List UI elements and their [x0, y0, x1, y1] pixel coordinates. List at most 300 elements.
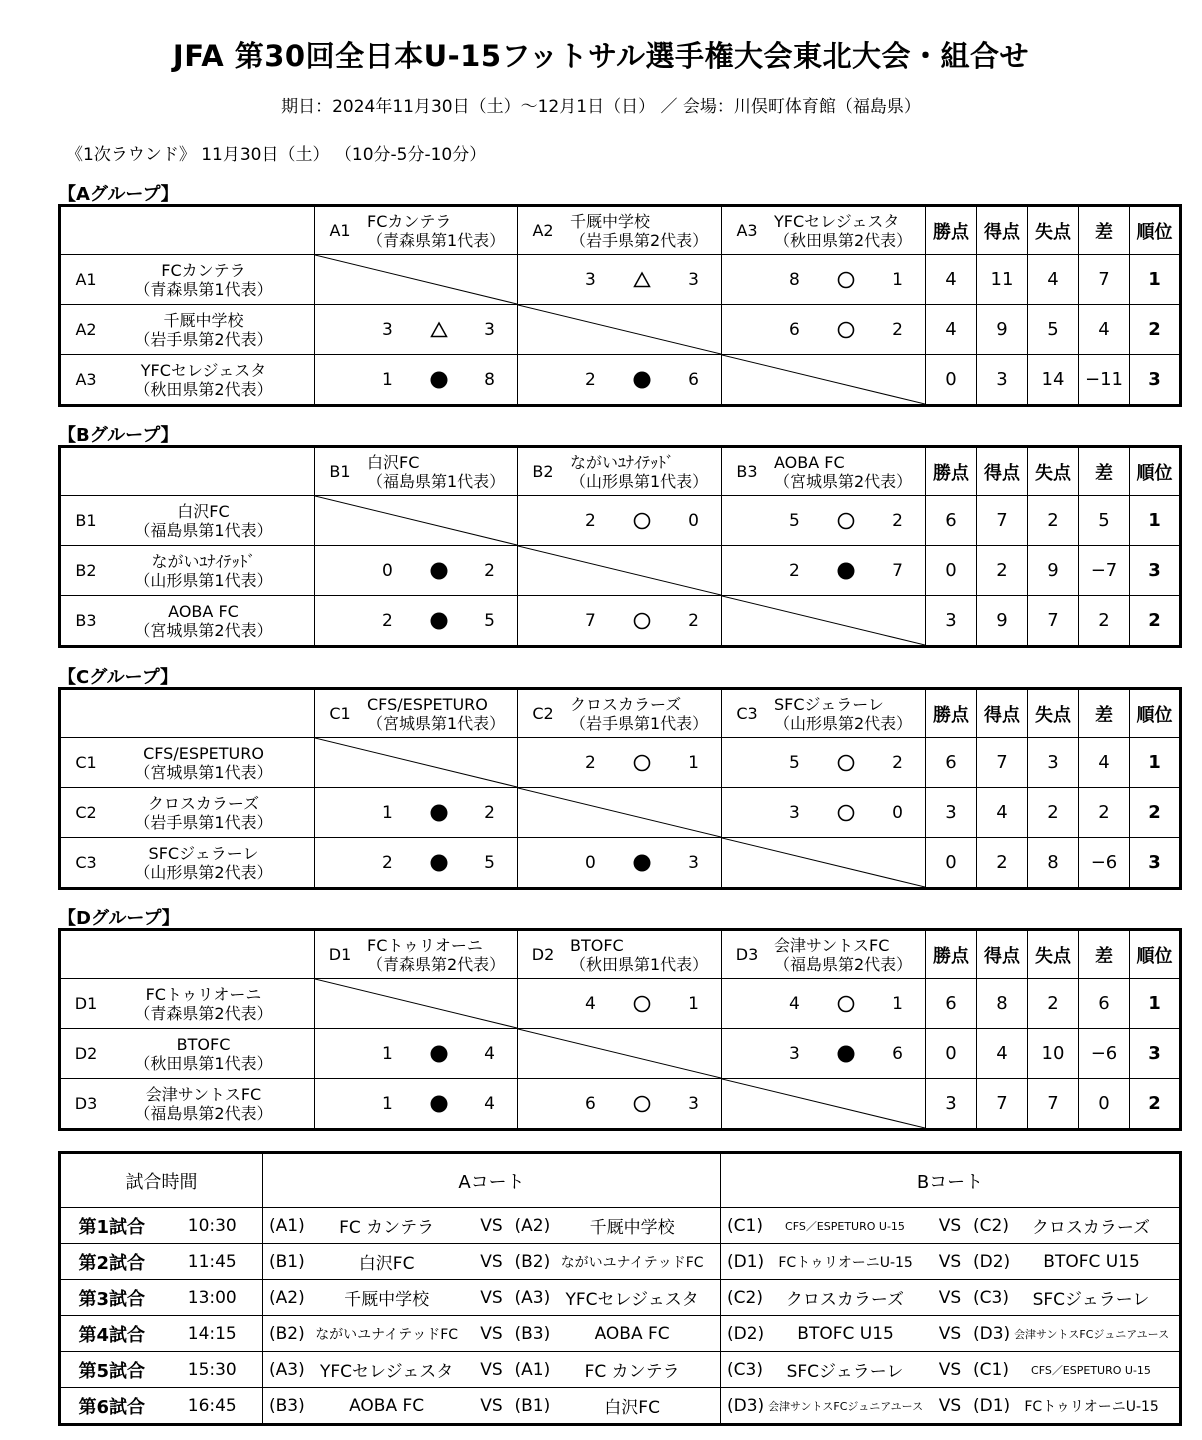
- loss-dot-icon: [430, 612, 448, 630]
- away-code: (D1): [973, 1395, 1011, 1416]
- court-b-match: [721, 1316, 1181, 1352]
- goal-difference-cell: −6: [1079, 1029, 1130, 1079]
- team-code: B1: [329, 462, 351, 481]
- match-schedule-table: [58, 1151, 1182, 1426]
- goals-scored-cell: 11: [977, 255, 1028, 305]
- column-team-header: [315, 206, 518, 255]
- goals-against: 2: [892, 319, 903, 340]
- vs-label: VS: [480, 1359, 503, 1380]
- team-code: A1: [75, 270, 97, 289]
- home-code: (C3): [727, 1359, 763, 1380]
- schedule-row: [60, 1352, 1181, 1388]
- team-prefecture: （宮城県第2代表）: [774, 471, 913, 491]
- loss-dot-icon: [430, 1045, 448, 1063]
- home-code: (C1): [727, 1215, 763, 1236]
- match-result-cell: [722, 979, 926, 1029]
- goals-against: 1: [688, 752, 699, 773]
- win-circle-icon: [633, 1095, 651, 1113]
- goal-difference-cell: −11: [1079, 355, 1130, 406]
- rank-cell: 2: [1130, 305, 1181, 355]
- goals-against: 0: [892, 802, 903, 823]
- team-code: D2: [531, 945, 555, 964]
- team-name: AOBA FC: [774, 452, 845, 472]
- goals-against: 1: [892, 269, 903, 290]
- goals-scored-cell: 4: [977, 1029, 1028, 1079]
- away-team: AOBA FC: [594, 1323, 670, 1344]
- goals-for: 2: [382, 852, 393, 873]
- goals-scored-cell: 9: [977, 305, 1028, 355]
- away-code: (B2): [514, 1251, 551, 1272]
- goals-against: 3: [688, 852, 699, 873]
- column-team-header: [518, 930, 722, 979]
- win-circle-icon: [837, 804, 855, 822]
- team-prefecture: （岩手県第2代表）: [570, 230, 709, 250]
- goals-scored-cell: 7: [977, 1079, 1028, 1130]
- team-code: A2: [75, 320, 97, 339]
- match-result-cell: [518, 738, 722, 788]
- goals-conceded-cell: 2: [1028, 979, 1079, 1029]
- points-cell: 4: [926, 305, 977, 355]
- group-table: [58, 204, 1182, 407]
- rank-cell: 1: [1130, 738, 1181, 788]
- away-code: (C2): [973, 1215, 1009, 1236]
- schedule-row: [60, 1388, 1181, 1425]
- home-code: (D2): [727, 1323, 765, 1344]
- self-match-cell: [518, 546, 722, 596]
- goals-conceded-cell: 5: [1028, 305, 1079, 355]
- goals-for: 1: [382, 802, 393, 823]
- team-name: CFS/ESPETURO: [143, 743, 264, 763]
- group-table: [58, 445, 1182, 648]
- goals-for: 3: [585, 269, 596, 290]
- win-circle-icon: [837, 754, 855, 772]
- row-team-header: [60, 1029, 315, 1079]
- column-team-header: [722, 930, 926, 979]
- team-row: [60, 355, 1181, 406]
- match-result-cell: [722, 496, 926, 546]
- vs-label: VS: [480, 1251, 503, 1272]
- home-team: CFS／ESPETURO U-15: [785, 1219, 905, 1233]
- group-table: [58, 928, 1182, 1131]
- court-b-match: [721, 1388, 1181, 1425]
- match-result-cell: [315, 596, 518, 647]
- away-code: (A3): [514, 1287, 551, 1308]
- stat-header: 得点: [977, 206, 1028, 255]
- win-circle-icon: [837, 321, 855, 339]
- team-code: A3: [736, 221, 758, 240]
- goals-for: 4: [789, 993, 800, 1014]
- win-circle-icon: [837, 512, 855, 530]
- win-circle-icon: [633, 612, 651, 630]
- team-prefecture: （青森県第1代表）: [134, 279, 273, 299]
- home-team: 千厩中学校: [344, 1290, 430, 1310]
- match-result-cell: [722, 788, 926, 838]
- team-code: B3: [736, 462, 758, 481]
- team-code: B2: [75, 561, 97, 580]
- rank-cell: 2: [1130, 788, 1181, 838]
- group-heading: 【Aグループ】: [58, 184, 179, 205]
- column-team-header: [518, 206, 722, 255]
- team-code: C2: [532, 704, 554, 723]
- team-code: D1: [328, 945, 352, 964]
- team-prefecture: （秋田県第2代表）: [774, 230, 913, 250]
- points-cell: 0: [926, 1029, 977, 1079]
- draw-triangle-icon: [430, 321, 448, 339]
- stat-header: 順位: [1130, 447, 1181, 496]
- team-row: [60, 305, 1181, 355]
- row-team-header: [60, 788, 315, 838]
- home-team: FC カンテラ: [339, 1218, 435, 1238]
- team-name: FCカンテラ: [161, 260, 246, 280]
- match-result-cell: [518, 496, 722, 546]
- draw-triangle-icon: [633, 271, 651, 289]
- loss-dot-icon: [430, 371, 448, 389]
- team-code: C1: [75, 753, 97, 772]
- goals-scored-cell: 9: [977, 596, 1028, 647]
- column-team-header: [518, 689, 722, 738]
- goals-against: 5: [484, 610, 495, 631]
- win-circle-icon: [837, 995, 855, 1013]
- away-code: (B1): [514, 1395, 551, 1416]
- self-match-cell: [722, 1079, 926, 1130]
- match-result-cell: [722, 546, 926, 596]
- column-team-header: [315, 689, 518, 738]
- page-title: JFA 第30回全日本U-15フットサル選手権大会東北大会・組合せ: [172, 39, 1030, 73]
- match-result-cell: [315, 838, 518, 889]
- row-team-header: [60, 838, 315, 889]
- goals-for: 0: [382, 560, 393, 581]
- team-name: 会津サントスFC: [774, 935, 890, 955]
- points-cell: 3: [926, 596, 977, 647]
- team-prefecture: （山形県第2代表）: [134, 862, 273, 882]
- goals-against: 3: [688, 1093, 699, 1114]
- team-code: A3: [75, 370, 97, 389]
- self-match-cell: [518, 1029, 722, 1079]
- match-result-cell: [315, 546, 518, 596]
- rank-cell: 1: [1130, 979, 1181, 1029]
- team-name: 白沢FC: [177, 501, 230, 521]
- goals-against: 0: [688, 510, 699, 531]
- court-a-match: [263, 1352, 721, 1388]
- column-team-header: [518, 447, 722, 496]
- loss-dot-icon: [430, 1095, 448, 1113]
- vs-label: VS: [938, 1395, 962, 1416]
- team-name: YFCセレジェスタ: [140, 360, 267, 380]
- goals-scored-cell: 7: [977, 738, 1028, 788]
- stat-header: 勝点: [926, 930, 977, 979]
- team-code: D3: [74, 1094, 98, 1113]
- vs-label: VS: [480, 1215, 503, 1236]
- away-team: YFCセレジェスタ: [565, 1290, 699, 1310]
- self-match-cell: [315, 979, 518, 1029]
- corner-cell: [60, 930, 315, 979]
- row-team-header: [60, 979, 315, 1029]
- stat-header: 勝点: [926, 689, 977, 738]
- group-heading: 【Bグループ】: [58, 425, 179, 446]
- row-team-header: [60, 355, 315, 406]
- schedule-row: [60, 1316, 1181, 1352]
- points-cell: 0: [926, 838, 977, 889]
- team-name: 会津サントスFC: [145, 1084, 262, 1104]
- goals-conceded-cell: 3: [1028, 738, 1079, 788]
- team-name: FCトゥリオーニ: [367, 935, 483, 955]
- stat-header: 順位: [1130, 206, 1181, 255]
- away-code: (C1): [973, 1359, 1009, 1380]
- stat-header: 失点: [1028, 206, 1079, 255]
- court-a-match: [263, 1244, 721, 1280]
- court-b-match: [721, 1244, 1181, 1280]
- stat-header: 失点: [1028, 930, 1079, 979]
- schedule-time-header: 試合時間: [60, 1153, 263, 1208]
- team-code: C3: [736, 704, 758, 723]
- goals-scored-cell: 3: [977, 355, 1028, 406]
- match-number: 第4試合: [60, 1316, 163, 1352]
- court-b-match: [721, 1352, 1181, 1388]
- goals-conceded-cell: 2: [1028, 788, 1079, 838]
- row-team-header: [60, 738, 315, 788]
- away-team: 千厩中学校: [589, 1218, 675, 1238]
- match-result-cell: [315, 355, 518, 406]
- goals-conceded-cell: 2: [1028, 496, 1079, 546]
- event-info: 期日：2024年11月30日（土）～12月1日（日） ／ 会場：川俣町体育館（福島県）: [281, 97, 921, 117]
- win-circle-icon: [633, 512, 651, 530]
- column-team-header: [722, 689, 926, 738]
- match-result-cell: [518, 355, 722, 406]
- loss-dot-icon: [430, 854, 448, 872]
- row-team-header: [60, 546, 315, 596]
- self-match-cell: [315, 255, 518, 305]
- match-number: 第1試合: [60, 1208, 163, 1244]
- goals-for: 1: [382, 1043, 393, 1064]
- home-team: 会津サントスFCジュニアユース: [768, 1399, 924, 1413]
- rank-cell: 3: [1130, 355, 1181, 406]
- team-prefecture: （福島県第1代表）: [367, 471, 506, 491]
- match-result-cell: [315, 1029, 518, 1079]
- team-row: [60, 979, 1181, 1029]
- team-code: D3: [735, 945, 759, 964]
- goal-difference-cell: 4: [1079, 305, 1130, 355]
- away-team: クロスカラーズ: [1031, 1218, 1151, 1238]
- team-name: 千厩中学校: [163, 310, 244, 330]
- goals-for: 2: [585, 369, 596, 390]
- home-team: BTOFC U15: [797, 1323, 894, 1344]
- stat-header: 差: [1079, 447, 1130, 496]
- goal-difference-cell: 0: [1079, 1079, 1130, 1130]
- match-time: 13:00: [163, 1280, 263, 1316]
- team-row: [60, 788, 1181, 838]
- team-code: A1: [329, 221, 351, 240]
- team-prefecture: （山形県第1代表）: [570, 471, 709, 491]
- team-row: [60, 596, 1181, 647]
- court-a-header: Aコート: [263, 1153, 721, 1208]
- court-a-match: [263, 1280, 721, 1316]
- goals-for: 6: [789, 319, 800, 340]
- team-code: A2: [532, 221, 554, 240]
- match-time: 16:45: [163, 1388, 263, 1425]
- home-code: (D1): [727, 1251, 765, 1272]
- team-code: B2: [532, 462, 554, 481]
- home-code: (B3): [269, 1395, 305, 1416]
- team-row: [60, 838, 1181, 889]
- team-prefecture: （青森県第2代表）: [367, 954, 506, 974]
- home-team: YFCセレジェスタ: [319, 1362, 454, 1382]
- group-heading: 【Cグループ】: [58, 667, 178, 688]
- team-row: [60, 1079, 1181, 1130]
- self-match-cell: [722, 838, 926, 889]
- team-prefecture: （青森県第1代表）: [367, 230, 506, 250]
- points-cell: 0: [926, 355, 977, 406]
- loss-dot-icon: [430, 804, 448, 822]
- goals-against: 4: [484, 1043, 495, 1064]
- column-team-header: [315, 930, 518, 979]
- home-code: (A3): [269, 1359, 305, 1380]
- schedule-row: [60, 1208, 1181, 1244]
- goals-against: 5: [484, 852, 495, 873]
- team-prefecture: （秋田県第1代表）: [570, 954, 709, 974]
- team-name: 白沢FC: [367, 452, 420, 472]
- court-a-match: [263, 1316, 721, 1352]
- team-prefecture: （青森県第2代表）: [134, 1003, 273, 1023]
- stat-header: 勝点: [926, 447, 977, 496]
- goal-difference-cell: 6: [1079, 979, 1130, 1029]
- team-name: ながいﾕﾅｲﾃｯﾄﾞ: [151, 551, 256, 571]
- team-name: クロスカラーズ: [147, 793, 260, 813]
- away-code: (B3): [514, 1323, 551, 1344]
- vs-label: VS: [938, 1287, 962, 1308]
- home-team: クロスカラーズ: [785, 1290, 905, 1310]
- team-prefecture: （岩手県第1代表）: [134, 812, 273, 832]
- schedule-row: [60, 1280, 1181, 1316]
- team-row: [60, 496, 1181, 546]
- team-prefecture: （山形県第2代表）: [774, 713, 913, 733]
- home-code: (A2): [269, 1287, 305, 1308]
- goals-for: 0: [585, 852, 596, 873]
- goal-difference-cell: 4: [1079, 738, 1130, 788]
- row-team-header: [60, 596, 315, 647]
- rank-cell: 1: [1130, 496, 1181, 546]
- team-prefecture: （秋田県第1代表）: [134, 1053, 273, 1073]
- team-name: FCトゥリオーニ: [145, 984, 262, 1004]
- team-prefecture: （宮城県第1代表）: [367, 713, 506, 733]
- points-cell: 6: [926, 979, 977, 1029]
- match-number: 第6試合: [60, 1388, 163, 1425]
- corner-cell: [60, 447, 315, 496]
- team-name: FCカンテラ: [367, 211, 452, 231]
- team-prefecture: （岩手県第1代表）: [570, 713, 709, 733]
- win-circle-icon: [633, 754, 651, 772]
- goals-against: 2: [484, 802, 495, 823]
- goals-for: 7: [585, 610, 596, 631]
- home-code: (C2): [727, 1287, 763, 1308]
- rank-cell: 3: [1130, 1029, 1181, 1079]
- row-team-header: [60, 1079, 315, 1130]
- away-code: (A1): [514, 1359, 551, 1380]
- loss-dot-icon: [430, 562, 448, 580]
- match-time: 15:30: [163, 1352, 263, 1388]
- away-code: (D2): [973, 1251, 1011, 1272]
- goals-conceded-cell: 10: [1028, 1029, 1079, 1079]
- home-team: ながいユナイテッドFC: [315, 1326, 459, 1343]
- goals-scored-cell: 2: [977, 838, 1028, 889]
- rank-cell: 3: [1130, 546, 1181, 596]
- match-number: 第3試合: [60, 1280, 163, 1316]
- goals-for: 3: [789, 1043, 800, 1064]
- goals-against: 2: [688, 610, 699, 631]
- goals-scored-cell: 8: [977, 979, 1028, 1029]
- rank-cell: 2: [1130, 596, 1181, 647]
- team-prefecture: （福島県第1代表）: [134, 520, 273, 540]
- points-cell: 6: [926, 738, 977, 788]
- team-code: D1: [74, 994, 98, 1013]
- points-cell: 3: [926, 1079, 977, 1130]
- goals-for: 1: [382, 1093, 393, 1114]
- goals-against: 6: [892, 1043, 903, 1064]
- match-result-cell: [722, 738, 926, 788]
- vs-label: VS: [938, 1323, 962, 1344]
- match-result-cell: [722, 305, 926, 355]
- stat-header: 勝点: [926, 206, 977, 255]
- loss-dot-icon: [837, 1045, 855, 1063]
- goals-for: 2: [585, 510, 596, 531]
- team-name: SFCジェラーレ: [148, 843, 259, 863]
- away-team: ながいユナイテッドFC: [560, 1254, 704, 1271]
- match-result-cell: [315, 305, 518, 355]
- goal-difference-cell: 2: [1079, 596, 1130, 647]
- away-code: (A2): [514, 1215, 551, 1236]
- self-match-cell: [722, 596, 926, 647]
- goals-against: 6: [688, 369, 699, 390]
- goals-for: 5: [789, 752, 800, 773]
- goals-for: 2: [789, 560, 800, 581]
- team-prefecture: （秋田県第2代表）: [134, 379, 273, 399]
- goals-conceded-cell: 7: [1028, 596, 1079, 647]
- self-match-cell: [518, 305, 722, 355]
- corner-cell: [60, 206, 315, 255]
- points-cell: 6: [926, 496, 977, 546]
- away-code: (D3): [973, 1323, 1011, 1344]
- team-code: B3: [75, 611, 97, 630]
- corner-cell: [60, 689, 315, 738]
- self-match-cell: [315, 496, 518, 546]
- team-name: ながいﾕﾅｲﾃｯﾄﾞ: [570, 452, 675, 472]
- team-name: YFCセレジェスタ: [774, 211, 900, 231]
- goals-against: 3: [688, 269, 699, 290]
- vs-label: VS: [480, 1395, 503, 1416]
- stat-header: 差: [1079, 930, 1130, 979]
- away-team: SFCジェラーレ: [1032, 1290, 1150, 1310]
- points-cell: 0: [926, 546, 977, 596]
- rank-cell: 2: [1130, 1079, 1181, 1130]
- goal-difference-cell: −6: [1079, 838, 1130, 889]
- court-b-match: [721, 1280, 1181, 1316]
- team-name: CFS/ESPETURO: [367, 694, 488, 714]
- away-team: CFS／ESPETURO U-15: [1031, 1363, 1151, 1377]
- goals-for: 6: [585, 1093, 596, 1114]
- win-circle-icon: [837, 271, 855, 289]
- match-number: 第5試合: [60, 1352, 163, 1388]
- team-row: [60, 1029, 1181, 1079]
- team-prefecture: （福島県第2代表）: [774, 954, 913, 974]
- court-a-match: [263, 1388, 721, 1425]
- match-time: 14:15: [163, 1316, 263, 1352]
- vs-label: VS: [938, 1251, 962, 1272]
- goals-against: 1: [688, 993, 699, 1014]
- goal-difference-cell: 7: [1079, 255, 1130, 305]
- match-result-cell: [518, 979, 722, 1029]
- stat-header: 得点: [977, 930, 1028, 979]
- away-team: 白沢FC: [604, 1398, 660, 1418]
- goals-against: 3: [484, 319, 495, 340]
